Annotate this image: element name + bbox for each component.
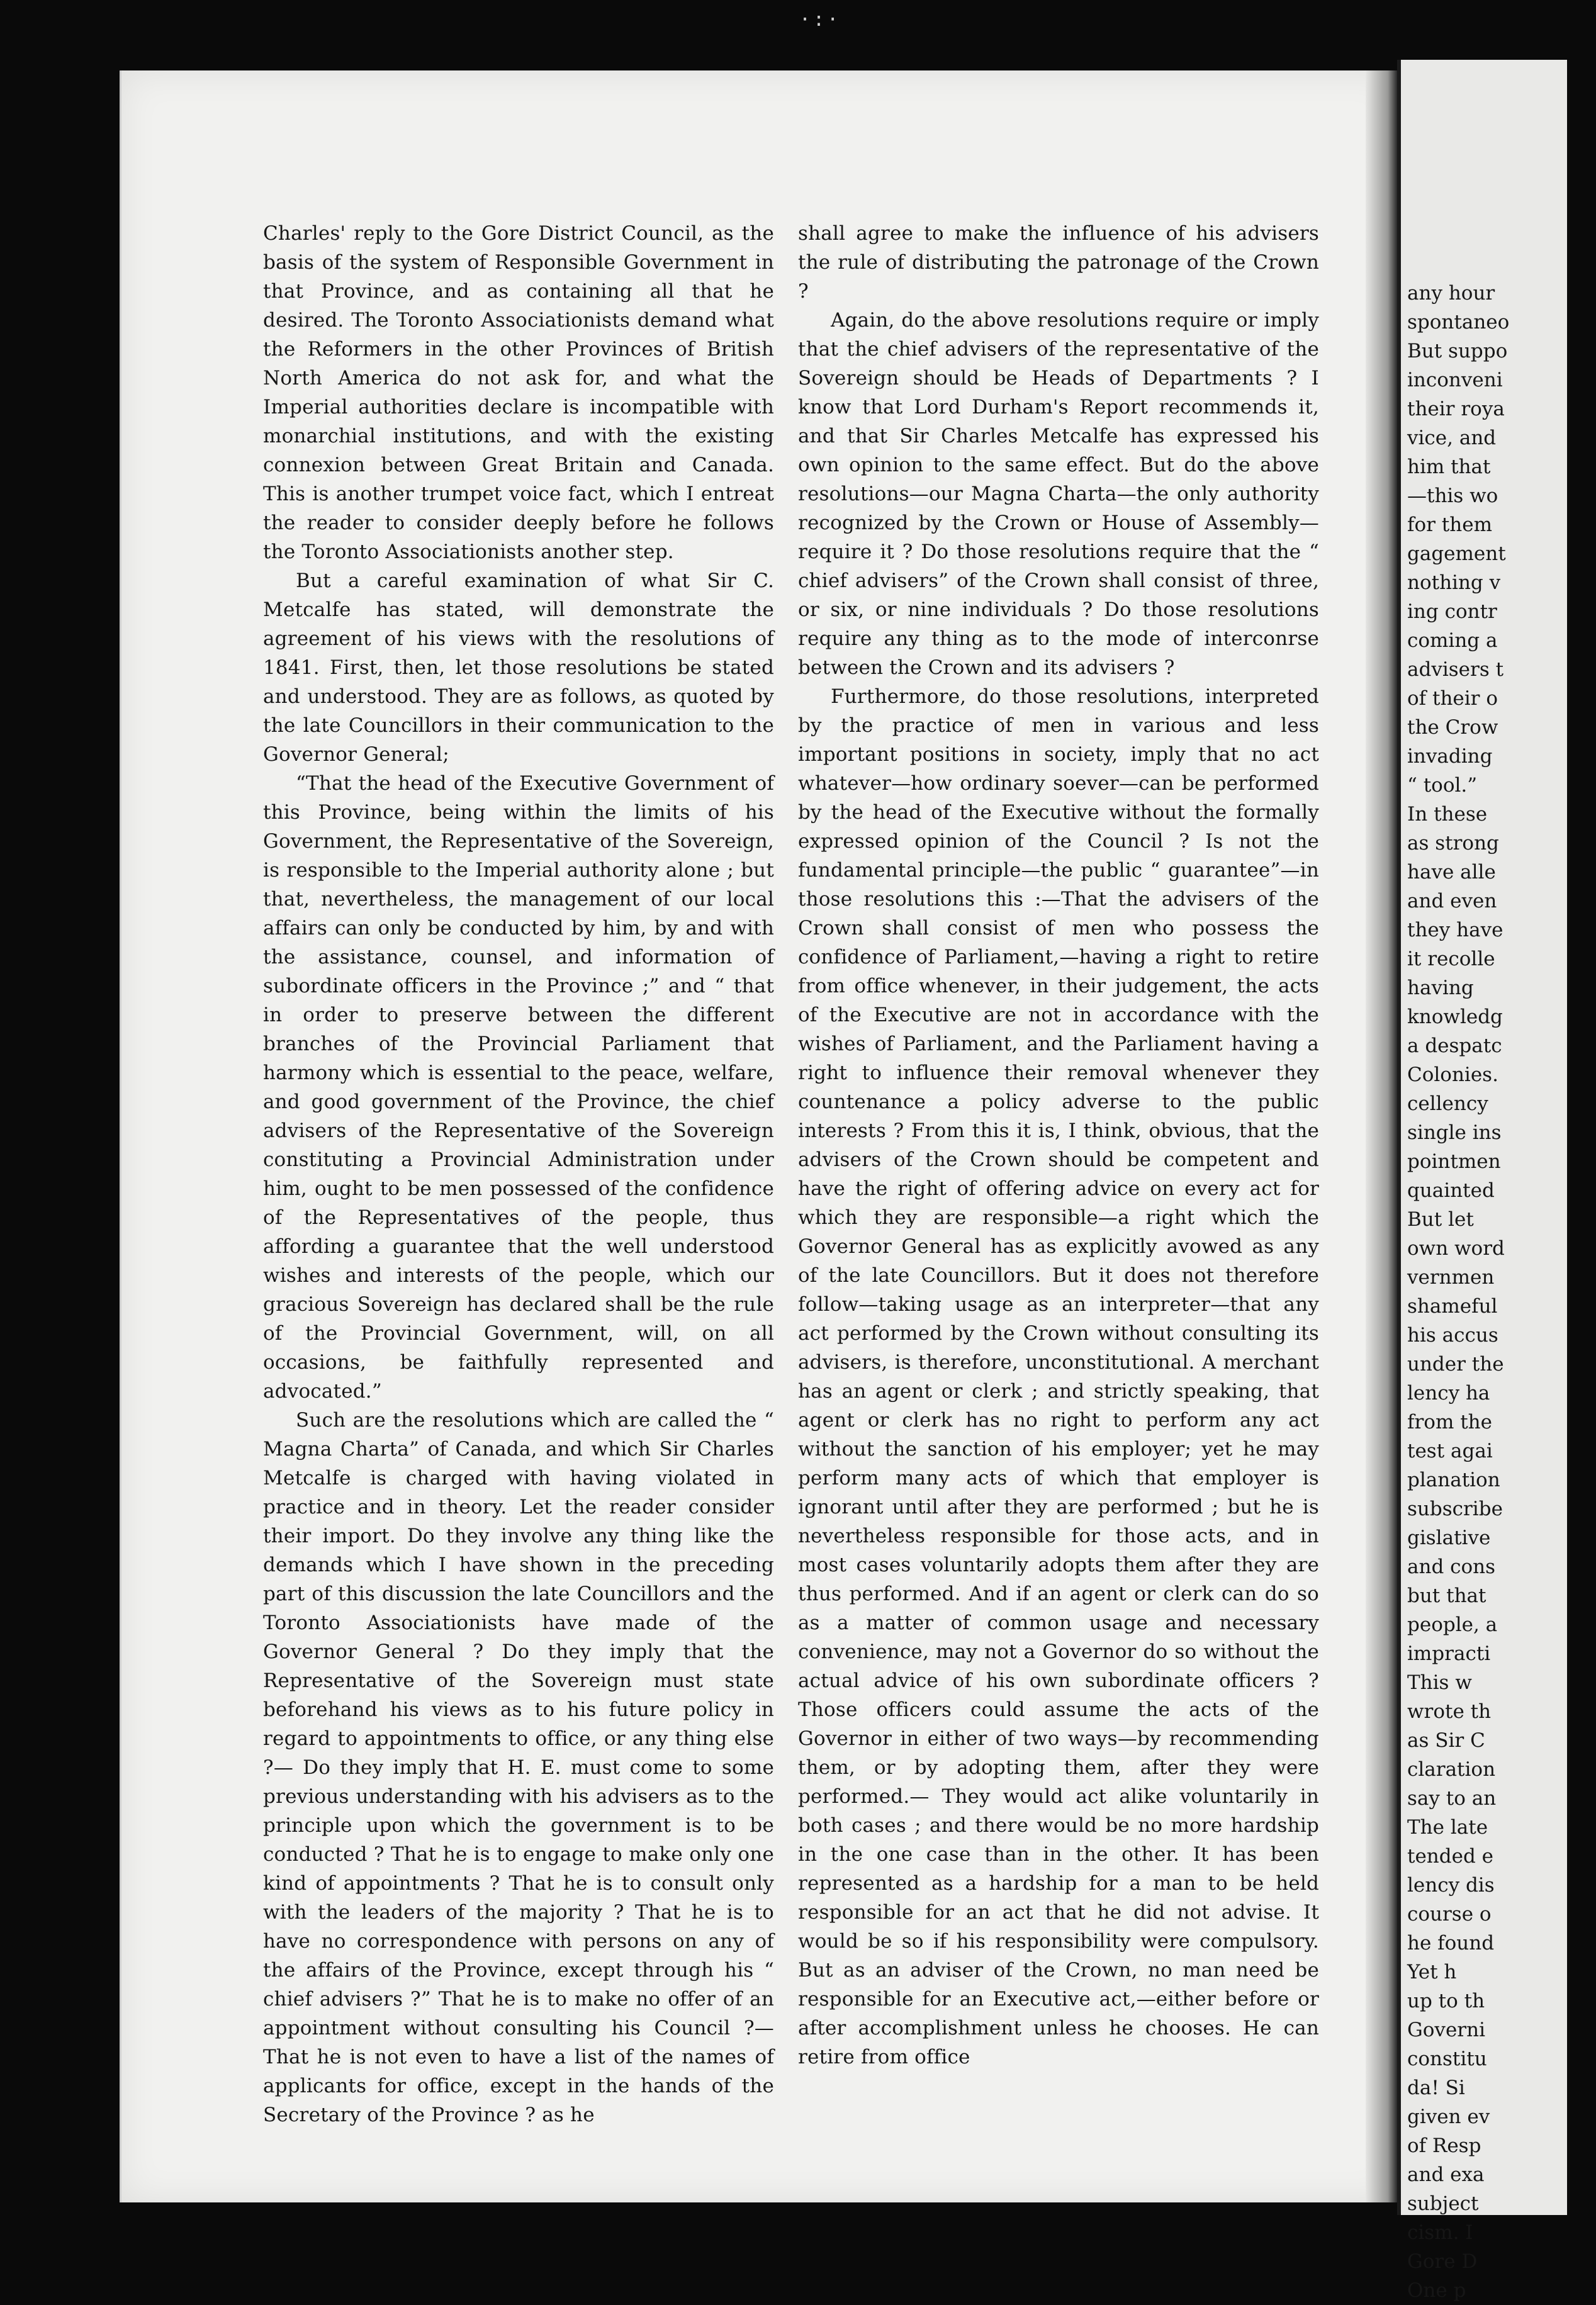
adjacent-page-line: lency dis xyxy=(1407,1874,1495,1897)
adjacent-page-edge xyxy=(1397,60,1567,2302)
adjacent-page-line: and cons xyxy=(1407,1556,1496,1578)
adjacent-page-line: under the xyxy=(1407,1353,1504,1376)
adjacent-page-text xyxy=(1407,279,1596,2305)
adjacent-page-line: constitu xyxy=(1407,2048,1487,2070)
adjacent-page-line: of Resp xyxy=(1407,2134,1481,2157)
adjacent-page-line: their roya xyxy=(1407,398,1505,420)
adjacent-page-line: spontaneo xyxy=(1407,311,1510,334)
paragraph: Charles' reply to the Gore District Council, as the basis of the system of Responsible Government in that Province, and as containing all that he desired. The Toronto Associationists demand what the Reformers in the other Provinces of British North America do not ask for, and what the Imperial authorities declare is incompatible with monarchial institutions, and with the existing connexion between Great Britain and Canada. This is another trumpet voice fact, which I entreat the reader to consider deeply before he follows the Toronto Associationists another step. xyxy=(263,222,774,563)
adjacent-page-line: it recolle xyxy=(1407,948,1495,970)
adjacent-page-line: of their o xyxy=(1407,687,1498,710)
adjacent-page-line: Governi xyxy=(1407,2019,1485,2041)
adjacent-page-line: advisers t xyxy=(1407,658,1504,681)
paragraph: But a careful examination of what Sir C. Metcalfe has stated, will demonstrate the agreement of his views with the resolutions of 1841. First, then, let those resolutions be stated and understood. They are as follows, as quoted by the late Councillors in their communication to the Governor General; xyxy=(263,569,774,766)
adjacent-page-line: vice, and xyxy=(1407,427,1497,449)
adjacent-page-line: planation xyxy=(1407,1469,1500,1491)
top-mark: ·:· xyxy=(799,9,841,31)
adjacent-page-line: gagement xyxy=(1407,542,1506,565)
adjacent-page-line: coming a xyxy=(1407,629,1498,652)
adjacent-page-line: for them xyxy=(1407,513,1492,536)
text-column-left xyxy=(263,219,774,2129)
page-gutter xyxy=(1366,70,1397,2202)
adjacent-page-line: people, a xyxy=(1407,1613,1498,1636)
adjacent-page-line: —this wo xyxy=(1407,485,1498,507)
adjacent-page-line: he found xyxy=(1407,1932,1495,1954)
adjacent-page-line: given ev xyxy=(1407,2106,1490,2128)
adjacent-page-line: shameful xyxy=(1407,1295,1498,1318)
adjacent-page-line: a despatc xyxy=(1407,1035,1502,1057)
adjacent-page-line: One p xyxy=(1407,2279,1466,2302)
paragraph: shall agree to make the influence of his advisers the rule of distributing the patronage of the Crown ? xyxy=(798,222,1319,303)
adjacent-page-line: Yet h xyxy=(1407,1961,1457,1983)
paragraph: Furthermore, do those resolutions, interpreted by the practice of men in various and less important positions in society, imply that no act whatever—how ordinary soever—can be performed by the head of the Executive without the formally expressed opinion of the Council ? Is not the fundamental principle—the public “ guarantee”—in those resolutions this :—That the advisers of the Crown shall consist of men who possess the confidence of Parliament,—having a right to retire from office whenever, in their judgement, the acts of the Executive are not in accordance with the wishes of Parliament, and the Parliament having a right to influence their removal whenever they countenance a policy adverse to the public interests ? From this it is, I think, obvious, that the advisers of the Crown should be competent and have the right of offering advice on every act for which they are responsible—a right which the Governor General has as explicitly avowed as any of the late Councillors. But it does not therefore follow—taking usage as an interpreter—that any act performed by the Crown without consulting its advisers, is therefore, unconstitutional. A merchant has an agent or clerk ; and strictly speaking, that agent or clerk has no right to perform any act without the sanction of his employer; yet he may perform many acts of which that employer is ignorant until after they are performed ; but he is nevertheless responsible for those acts, and in most cases voluntarily adopts them after they are thus performed. And if an agent or clerk can do so as a matter of common usage and necessary convenience, may not a Governor do so without the actual advice of his own subordinate officers ? Those officers could assume the acts of the Governor in either of two ways—by recommending them, or by adopting them, after they were performed.— They would act alike voluntarily in both cases ; and there would be no more hardship in the one case than in the other. It has been represented as a hardship for a man to be held responsible for an act that he did not advise. It would be so if his responsibility were compulsory. But as an adviser of the Crown, no man need be responsible for an Executive act,—either before or after accomplishment unless he chooses. He can retire from office xyxy=(798,685,1319,2068)
adjacent-page-line: as Sir C xyxy=(1407,1729,1485,1752)
adjacent-page-line: inconveni xyxy=(1407,369,1503,391)
adjacent-page-line: and even xyxy=(1407,890,1497,912)
adjacent-page-line: vernmen xyxy=(1407,1266,1495,1289)
adjacent-page-line: Gore D xyxy=(1407,2250,1478,2273)
adjacent-page-line: wrote th xyxy=(1407,1700,1492,1723)
adjacent-page-line: cism. I xyxy=(1407,2221,1473,2244)
adjacent-page-line: quainted xyxy=(1407,1179,1495,1202)
adjacent-page-line: invading xyxy=(1407,745,1493,768)
adjacent-page-line: own word xyxy=(1407,1237,1505,1260)
adjacent-page-line: from the xyxy=(1407,1411,1492,1433)
text-column-right xyxy=(798,219,1319,2072)
adjacent-page-line: impracti xyxy=(1407,1642,1491,1665)
adjacent-page-line: his accus xyxy=(1407,1324,1498,1347)
adjacent-page-line: course o xyxy=(1407,1903,1492,1926)
adjacent-page-line: But let xyxy=(1407,1208,1474,1231)
adjacent-page-line: cellency xyxy=(1407,1092,1488,1115)
adjacent-page-line: as strong xyxy=(1407,832,1499,855)
adjacent-page-line: up to th xyxy=(1407,1990,1485,2012)
adjacent-page-line: have alle xyxy=(1407,861,1496,883)
adjacent-page-line: and exa xyxy=(1407,2163,1485,2186)
resolution-quote: “That the head of the Executive Government of this Province, being within the limits of his Government, the Representative of the Sovereign, is responsible to the Imperial authority alone ; but that, nevertheless, the management of our local affairs can only be conducted by him, by and with the assistance, counsel, and information of subordinate officers in the Province ;” and “ that in order to preserve between the different branches of the Provincial Parliament that harmony which is essential to the peace, welfare, and good government of the Province, the chief advisers of the Representative of the Sovereign constituting a Provincial Administration under him, ought to be men possessed of the confidence of the Representatives of the people, thus affording a guarantee that the well understood wishes and interests of the people, which our gracious Sovereign has declared shall be the rule of the Provincial Government, will, on all occasions, be faithfully represented and advocated.” xyxy=(263,772,774,1403)
adjacent-page-line: having xyxy=(1407,977,1474,999)
adjacent-page-line: they have xyxy=(1407,919,1503,941)
adjacent-page-line: pointmen xyxy=(1407,1150,1501,1173)
adjacent-page-line: lency ha xyxy=(1407,1382,1490,1405)
adjacent-page-line: the Crow xyxy=(1407,716,1498,739)
adjacent-page-line: The late xyxy=(1407,1816,1488,1839)
adjacent-page-line: nothing v xyxy=(1407,571,1501,594)
adjacent-page-line: say to an xyxy=(1407,1787,1497,1810)
adjacent-page-line: ing contr xyxy=(1407,600,1497,623)
paragraph: Again, do the above resolutions require or imply that the chief advisers of the representative of the Sovereign should be Heads of Departments ? I know that Lord Durham's Report recommends it, and that Sir Charles Metcalfe has expressed his own opinion to the same effect. But do the above resolutions—our Magna Charta—the only authority recognized by the Crown or House of Assembly—require it ? Do those resolutions require that the “ chief advisers” of the Crown shall consist of three, or six, or nine individuals ? Do those resolutions require any thing as to the mode of interconrse between the Crown and its advisers ? xyxy=(798,309,1319,679)
adjacent-page-line: but that xyxy=(1407,1584,1486,1607)
adjacent-page-line: test agai xyxy=(1407,1440,1493,1462)
adjacent-page-line: single ins xyxy=(1407,1121,1502,1144)
adjacent-page-line: him that xyxy=(1407,456,1491,478)
adjacent-page-line: subscribe xyxy=(1407,1498,1503,1520)
paragraph: Such are the resolutions which are called the “ Magna Charta” of Canada, and which Sir Charles Metcalfe is charged with having violated in practice and in theory. Let the reader consider their import. Do they involve any thing like the demands which I have shown in the preceding part of this discussion the late Councillors and the Toronto Associationists have made of the Governor General ? Do they imply that the Representative of the Sovereign must state beforehand his views as to his future policy in regard to appointments to office, or any thing else ?— Do they imply that H. E. must come to some previous understanding with his advisers as to the principle upon which the government is to be conducted ? That he is to engage to make only one kind of appointments ? That he is to consult only with the leaders of the majority ? That he is to have no correspondence with persons on any of the affairs of the Province, except through his “ chief advisers ?” That he is to make no offer of an appointment without consulting his Council ?— That he is not even to have a list of the names of applicants for office, except in the hands of the Secretary of the Province ? as he xyxy=(263,1409,774,2126)
adjacent-page-line: any hour xyxy=(1407,282,1495,305)
adjacent-page-line: But suppo xyxy=(1407,340,1508,362)
adjacent-page-line: Colonies. xyxy=(1407,1063,1498,1086)
adjacent-page-line: In these xyxy=(1407,803,1488,826)
adjacent-page-line: subject xyxy=(1407,2192,1479,2215)
adjacent-page-line: gislative xyxy=(1407,1527,1491,1549)
adjacent-page-line: tended e xyxy=(1407,1845,1494,1868)
adjacent-page-line: claration xyxy=(1407,1758,1496,1781)
adjacent-page-line: “ tool.” xyxy=(1407,774,1478,797)
adjacent-page-line: knowledg xyxy=(1407,1006,1503,1028)
adjacent-page-line: da! Si xyxy=(1407,2077,1465,2099)
adjacent-page-line: This w xyxy=(1407,1671,1472,1694)
